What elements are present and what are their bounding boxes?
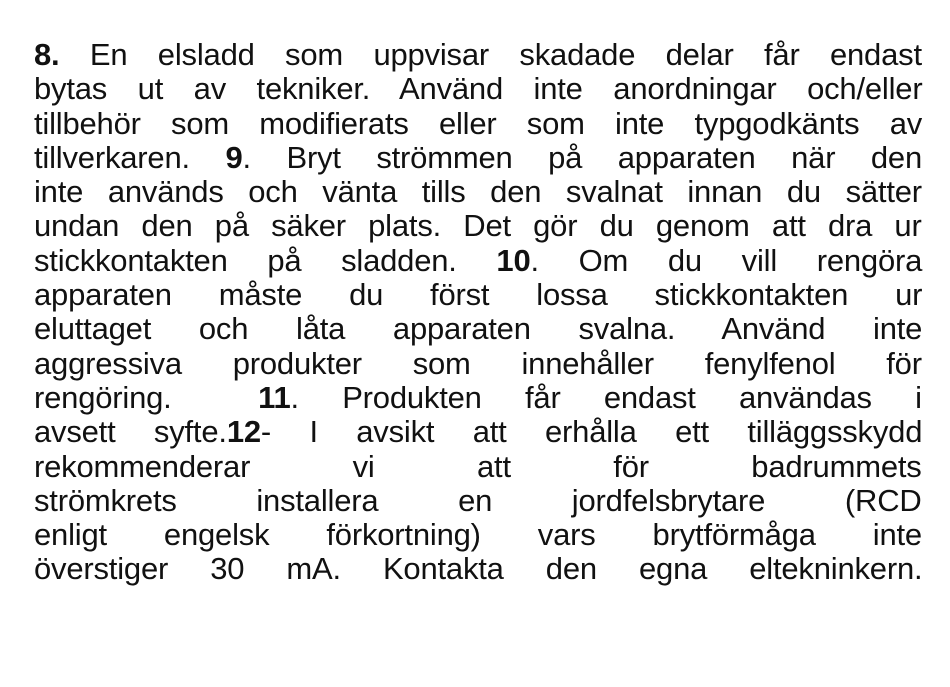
text-line-6 bbox=[34, 209, 922, 243]
text-line-10 bbox=[34, 347, 922, 381]
text-segment: inte används och vänta tills den svalnat innan du sätter bbox=[34, 174, 922, 210]
text-segment: strömkrets installera en jordfelsbrytare (RCD bbox=[34, 482, 922, 518]
item-number-11: 11 bbox=[258, 379, 291, 415]
safety-instructions-text bbox=[34, 38, 922, 587]
text-line-4 bbox=[34, 141, 922, 175]
text-segment: tillbehör som modifierats eller som inte typgodkänts av bbox=[34, 105, 923, 141]
text-line-8 bbox=[34, 278, 922, 312]
text-segment: avsett syfte. bbox=[34, 414, 227, 450]
text-segment: aggressiva produkter som innehåller fenylfenol för bbox=[34, 345, 922, 381]
text-segment: överstiger 30 mA. Kontakta den egna eltekninkern. bbox=[34, 551, 923, 587]
item-number-8: 8. bbox=[34, 37, 60, 72]
text-segment: bytas ut av tekniker. Använd inte anordningar och/eller bbox=[34, 71, 923, 107]
item-number-10: 10 bbox=[496, 242, 531, 278]
text-line-3 bbox=[34, 107, 922, 141]
text-segment: undan den på säker plats. Det gör du genom att dra ur bbox=[34, 208, 922, 244]
text-segment: . Bryt strömmen på apparaten när den bbox=[242, 139, 922, 175]
text-segment: . Om du vill rengöra bbox=[530, 242, 923, 278]
text-line-16 bbox=[34, 552, 922, 586]
text-segment: rengöring. bbox=[34, 379, 259, 415]
text-segment: rekommenderar vi att för badrummets bbox=[34, 448, 922, 484]
text-line-12 bbox=[34, 415, 922, 449]
text-line-1 bbox=[34, 38, 922, 72]
text-segment: enligt engelsk förkortning) vars brytförmåga inte bbox=[34, 517, 922, 553]
text-line-9 bbox=[34, 312, 922, 346]
text-line-2 bbox=[34, 72, 922, 106]
text-segment: . Produkten får endast användas i bbox=[290, 379, 922, 415]
text-segment: eluttaget och låta apparaten svalna. Använd inte bbox=[34, 311, 923, 347]
text-line-7 bbox=[34, 244, 922, 278]
text-segment: - I avsikt att erhålla ett tilläggsskydd bbox=[260, 414, 923, 450]
text-line-11 bbox=[34, 381, 922, 415]
text-segment: En elsladd som uppvisar skadade delar får endast bbox=[59, 37, 922, 72]
text-segment: apparaten måste du först lossa stickkontakten ur bbox=[34, 277, 923, 313]
text-line-13 bbox=[34, 450, 922, 484]
text-line-5 bbox=[34, 175, 922, 209]
text-line-14 bbox=[34, 484, 922, 518]
text-line-15 bbox=[34, 518, 922, 552]
text-segment: stickkontakten på sladden. bbox=[34, 242, 497, 278]
item-number-9: 9 bbox=[225, 139, 243, 175]
item-number-12: 12 bbox=[226, 414, 261, 450]
text-segment: tillverkaren. bbox=[34, 139, 226, 175]
